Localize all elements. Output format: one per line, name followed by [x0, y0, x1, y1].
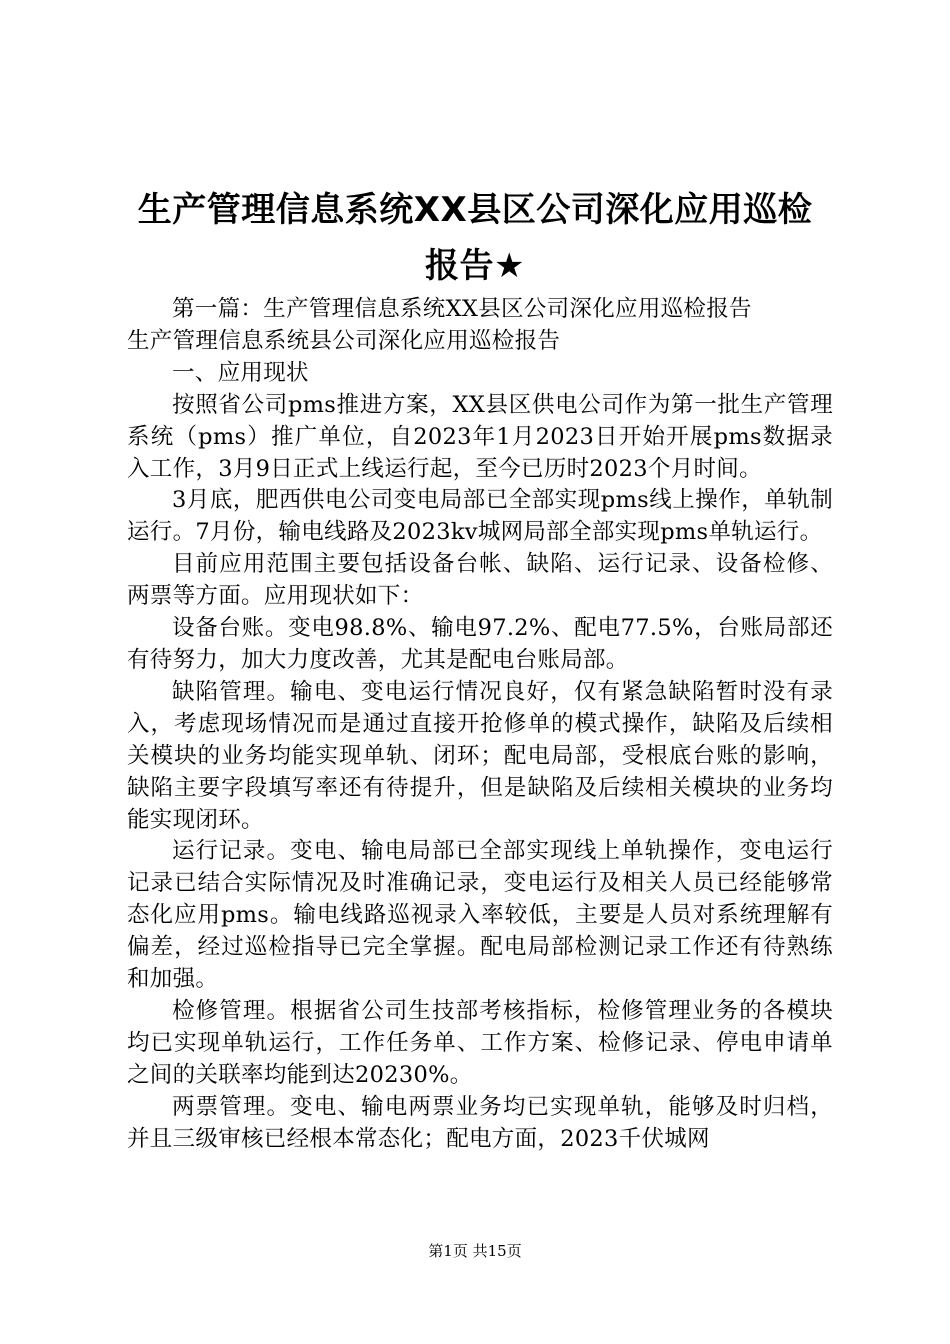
document-title-line-2: 报告★ — [425, 246, 525, 286]
document-title-line-1: 生产管理信息系统XX县区公司深化应用巡检 — [137, 190, 813, 230]
paragraph: 运行记录。变电、输电局部已全部实现线上单轨操作，变电运行记录已结合实际情况及时准确记录，变电运行及相关人员已经能够常态化应用pms。输电线路巡视录入率较低，主要是人员对系统理解有偏差，经过巡检指导已完全掌握。配电局部检测记录工作还有待熟练和加强。 — [127, 838, 833, 993]
paragraph: 按照省公司pms推进方案，XX县区供电公司作为第一批生产管理系统（pms）推广单位，自2023年1月2023日开始开展pms数据录入工作，3月9日正式上线运行起，至今已历时2023个月时间。 — [127, 391, 833, 482]
paragraph-subtitle: 生产管理信息系统县公司深化应用巡检报告 — [127, 327, 561, 354]
paragraph: 目前应用范围主要包括设备台帐、缺陷、运行记录、设备检修、两票等方面。应用现状如下： — [127, 551, 833, 610]
paragraph-heading-first-article: 第一篇：生产管理信息系统XX县区公司深化应用巡检报告 — [172, 296, 752, 322]
document-body — [127, 294, 833, 1155]
paragraph: 两票管理。变电、输电两票业务均已实现单轨，能够及时归档，并且三级审核已经根本常态化；配电方面，2023千伏城网 — [127, 1093, 833, 1152]
section-heading-status: 一、应用现状 — [172, 359, 309, 386]
paragraph: 设备台账。变电98.8%、输电97.2%、配电77.5%，台账局部还有待努力，加大力度改善，尤其是配电台账局部。 — [127, 615, 833, 673]
paragraph: 3月底，肥西供电公司变电局部已全部实现pms线上操作，单轨制运行。7月份，输电线路及2023kv城网局部全部实现pms单轨运行。 — [127, 487, 833, 546]
paragraph: 检修管理。根据省公司生技部考核指标，检修管理业务的各模块均已实现单轨运行，工作任务单、工作方案、检修记录、停电申请单之间的关联率均能到达20230%。 — [127, 997, 833, 1088]
paragraph: 缺陷管理。输电、变电运行情况良好，仅有紧急缺陷暂时没有录入，考虑现场情况而是通过直接开抢修单的模式操作，缺陷及后续相关模块的业务均能实现单轨、闭环；配电局部，受根底台账的影响，缺陷主要字段填写率还有待提升，但是缺陷及后续相关模块的业务均能实现闭环。 — [127, 678, 833, 833]
page-number-footer: 第1页 共15页 — [428, 1242, 522, 1260]
